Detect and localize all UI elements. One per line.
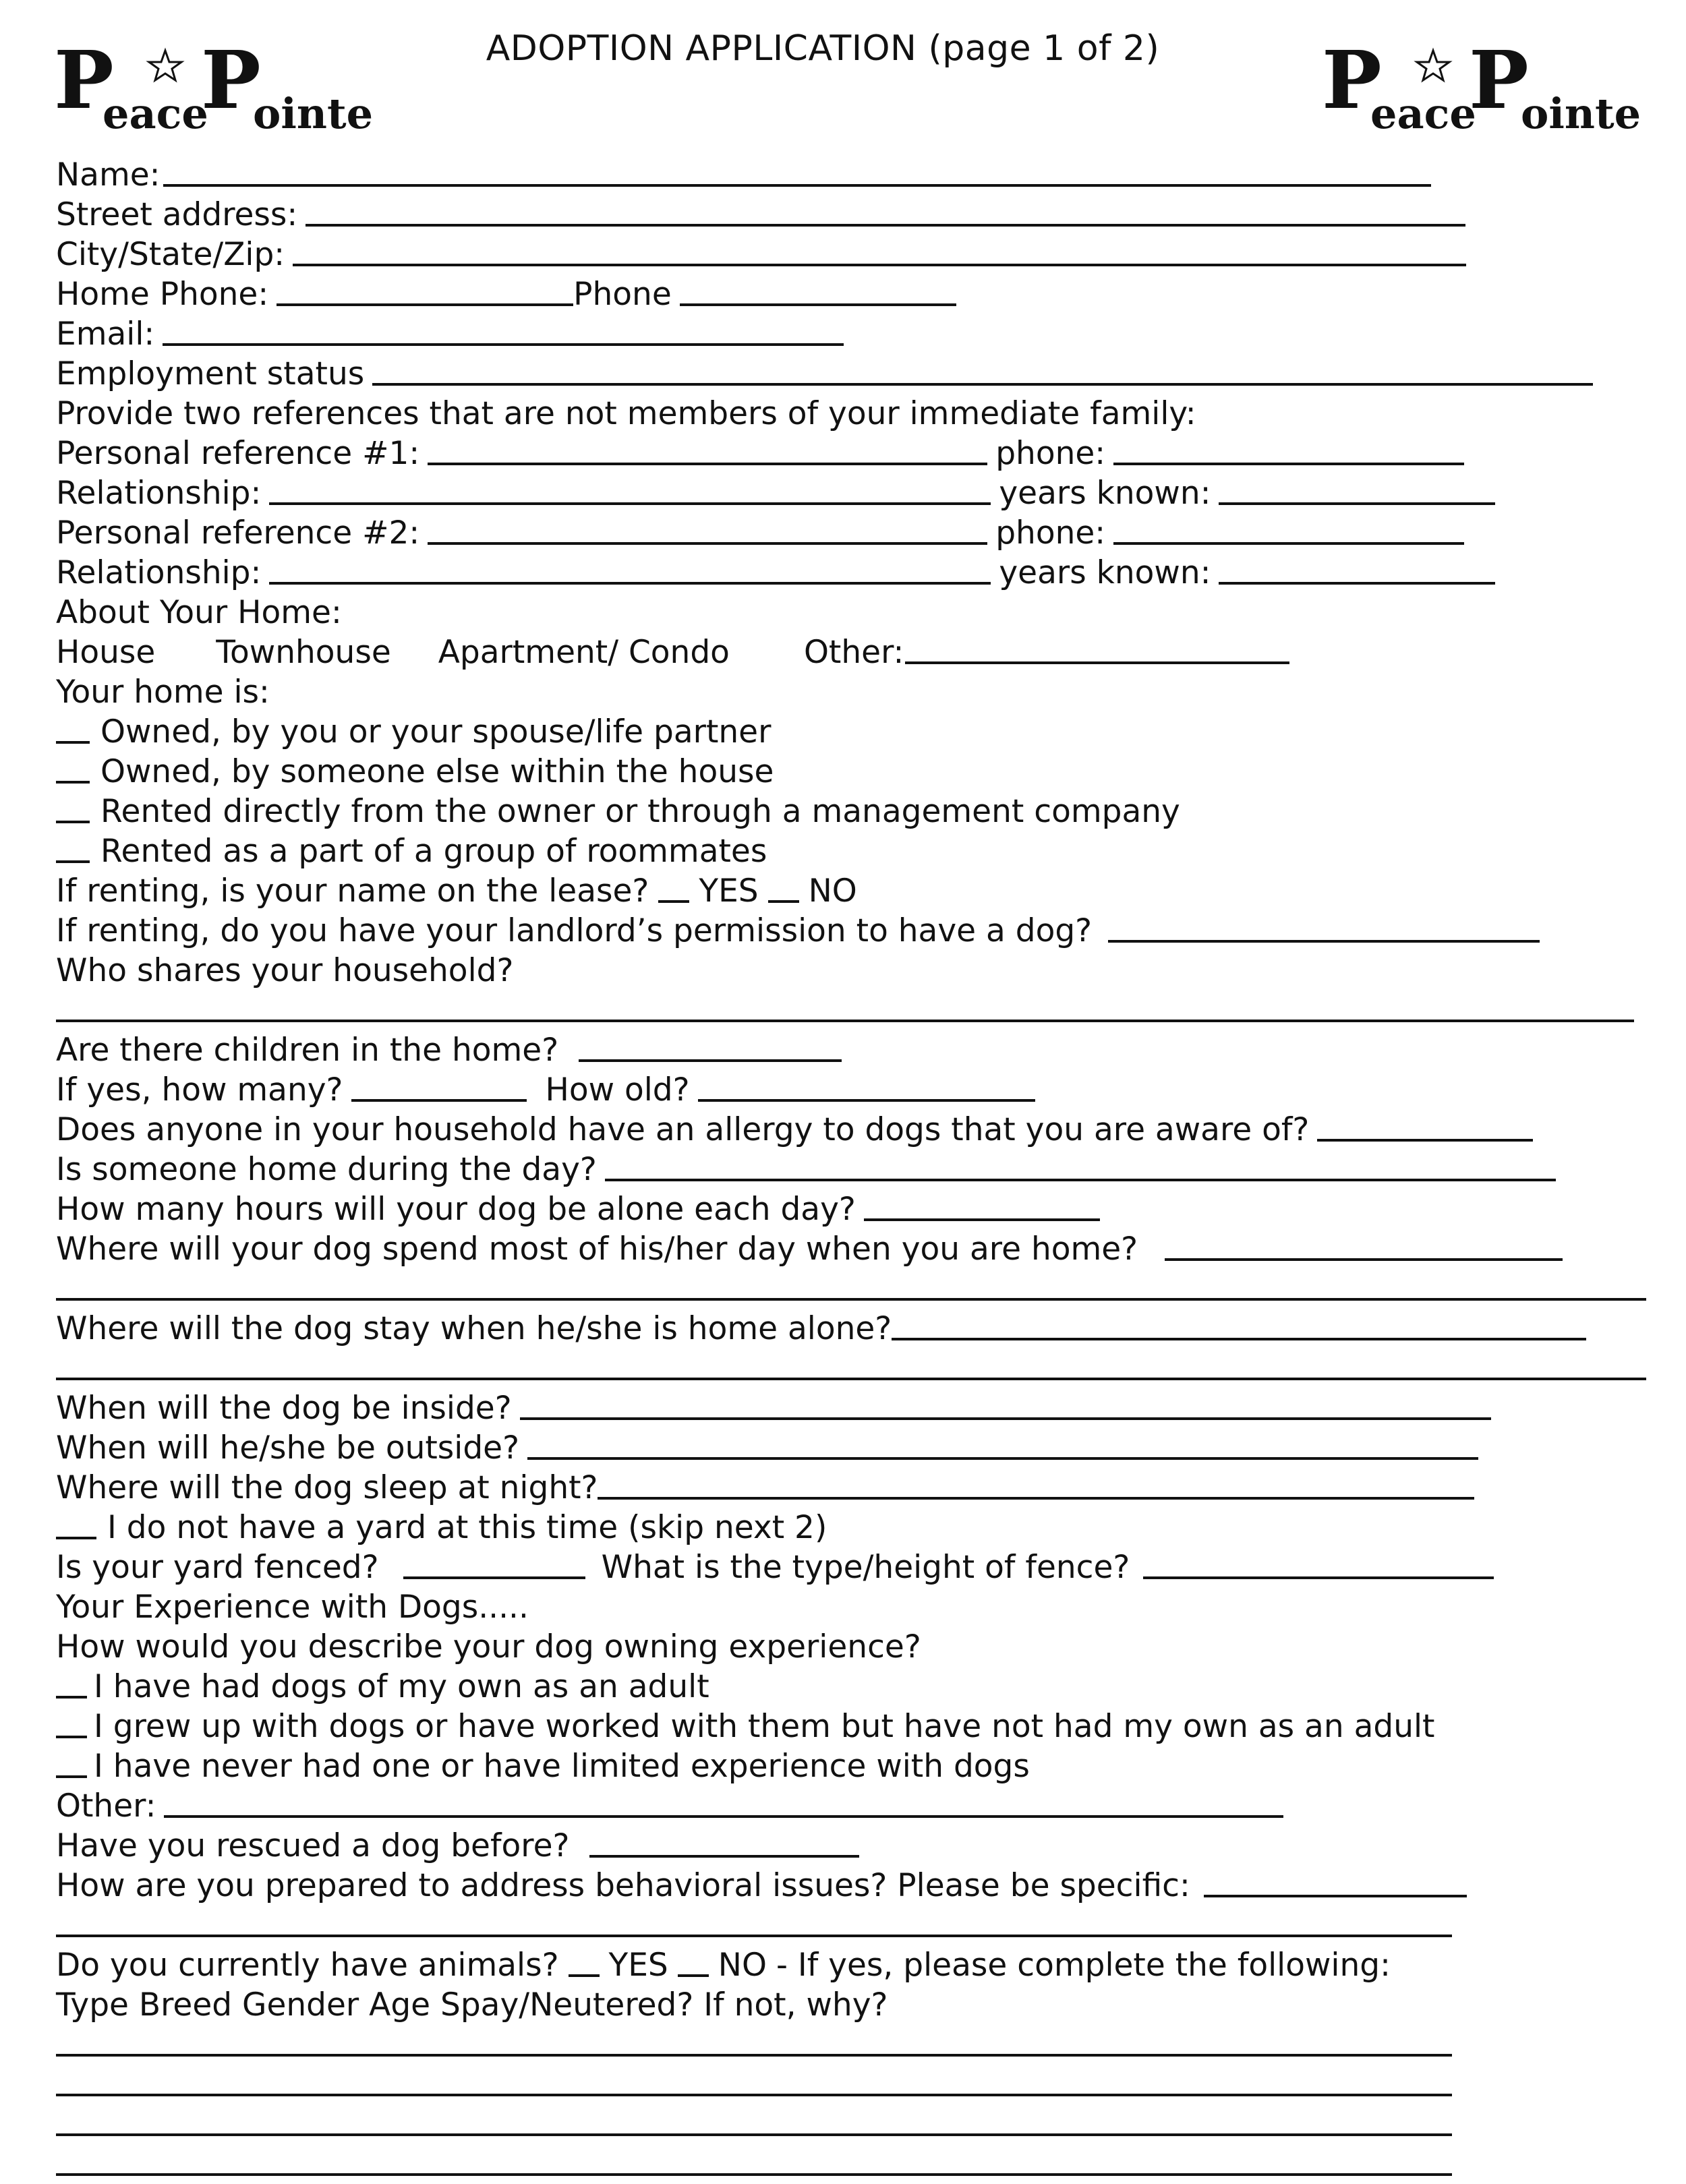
svg-text:P: P [1469, 33, 1529, 127]
describe-question: How would you describe your dog owning experience? [56, 1628, 921, 1665]
about-home-heading: About Your Home: [56, 594, 342, 631]
city-state-zip-field[interactable] [293, 264, 1466, 266]
home-option-label: Rented directly from the owner or through a management company [100, 793, 1180, 830]
no-yard-checkbox[interactable] [56, 1537, 96, 1539]
form-row-rescued [56, 1826, 1654, 1866]
inside-field[interactable] [520, 1417, 1491, 1420]
landlord-permission-field[interactable] [1108, 940, 1540, 943]
hours-alone-field[interactable] [864, 1218, 1100, 1221]
outside-field[interactable] [527, 1457, 1478, 1460]
employment-status-field[interactable] [372, 383, 1593, 386]
peace-pointe-logo-graphic [47, 27, 374, 142]
lease-question: If renting, is your name on the lease? [56, 873, 649, 910]
phone-field[interactable] [680, 303, 956, 306]
form-row-name [56, 155, 1654, 195]
home-type-other-field[interactable] [905, 661, 1289, 664]
home-option-checkbox[interactable] [56, 860, 90, 863]
behavior-question: How are you prepared to address behavioral issues? Please be specific: [56, 1867, 1190, 1904]
stay-alone-answer-field[interactable] [56, 1378, 1646, 1380]
home-option-label: Rented as a part of a group of roommates [100, 833, 767, 870]
home-option-label: Owned, by someone else within the house [100, 753, 774, 790]
form-row-other [56, 1786, 1654, 1826]
peace-pointe-logo-graphic [1315, 27, 1641, 142]
home-option-label: Owned, by you or your spouse/life partner [100, 713, 772, 750]
experience-option-label: I grew up with dogs or have worked with them but have not had my own as an adult [94, 1708, 1435, 1745]
form-row-blank [56, 2025, 1654, 2065]
relationship-label: Relationship: [56, 475, 262, 512]
hours-alone-question: How many hours will your dog be alone each day? [56, 1191, 856, 1228]
form-row-hours-alone [56, 1189, 1654, 1229]
home-type-apartment[interactable]: Apartment/ Condo [438, 634, 730, 671]
form-row-experience-option [56, 1667, 1654, 1707]
ref1-relationship-field[interactable] [269, 502, 991, 505]
experience-option-checkbox[interactable] [56, 1696, 87, 1699]
someone-home-question: Is someone home during the day? [56, 1151, 597, 1188]
page-title: ADOPTION APPLICATION (page 1 of 2) [486, 28, 1160, 69]
animals-no-label: NO [718, 1947, 767, 1984]
experience-option-label: I have had dogs of my own as an adult [94, 1668, 709, 1705]
fence-type-field[interactable] [1143, 1576, 1494, 1579]
form-row-ref2 [56, 513, 1654, 553]
form-row-home-is [56, 672, 1654, 712]
form-row-ref2-relationship [56, 553, 1654, 593]
spend-day-question: Where will your dog spend most of his/her day when you are home? [56, 1231, 1138, 1268]
lease-no-label: NO [808, 873, 857, 910]
form-row-stay-alone [56, 1309, 1654, 1349]
relationship-label: Relationship: [56, 554, 262, 591]
no-yard-label: I do not have a yard at this time (skip next 2) [107, 1509, 827, 1546]
peace-pointe-logo-left [47, 27, 374, 142]
ref1-label: Personal reference #1: [56, 435, 420, 472]
form-row-spend-day [56, 1229, 1654, 1269]
phone-label: Phone [573, 276, 672, 313]
household-question: Who shares your household? [56, 952, 514, 989]
fenced-field[interactable] [403, 1576, 585, 1579]
other-label: Other: [56, 1788, 156, 1825]
references-intro: Provide two references that are not members of your immediate family: [56, 395, 1196, 432]
outside-question: When will he/she be outside? [56, 1429, 520, 1467]
home-type-house[interactable]: House [56, 634, 156, 671]
form-row-household [56, 951, 1654, 991]
home-phone-field[interactable] [277, 303, 573, 306]
form-row-ref1 [56, 434, 1654, 473]
form-row-experience-option [56, 1746, 1654, 1786]
animal-entry-line[interactable] [56, 2173, 1452, 2176]
city-label: City/State/Zip: [56, 236, 285, 273]
street-label: Street address: [56, 196, 298, 233]
ref2-field[interactable] [428, 542, 987, 545]
form-row-how-many [56, 1070, 1654, 1110]
other-experience-field[interactable] [164, 1815, 1283, 1818]
name-label: Name: [56, 156, 161, 194]
inside-question: When will the dog be inside? [56, 1390, 512, 1427]
form-row-blank [56, 2104, 1654, 2144]
form-row-children [56, 1030, 1654, 1070]
svg-text:ointe: ointe [253, 89, 374, 138]
animals-no-checkbox[interactable] [678, 1974, 709, 1977]
spend-day-field[interactable] [1165, 1258, 1563, 1261]
children-field[interactable] [579, 1059, 842, 1062]
allergy-question: Does anyone in your household have an allergy to dogs that you are aware of? [56, 1111, 1310, 1148]
form-row-someone-home [56, 1150, 1654, 1189]
form-row-city [56, 235, 1654, 274]
form-row-fence [56, 1547, 1654, 1587]
ref2-years-known-field[interactable] [1219, 582, 1495, 585]
svg-text:P: P [54, 33, 114, 127]
email-label: Email: [56, 316, 155, 353]
how-many-question: If yes, how many? [56, 1071, 343, 1109]
form-row-experience-option [56, 1707, 1654, 1746]
form-row-lease [56, 871, 1654, 911]
home-option-checkbox[interactable] [56, 821, 90, 823]
form-row-street [56, 195, 1654, 235]
ref1-field[interactable] [428, 463, 987, 465]
peace-pointe-logo-right [1315, 27, 1641, 142]
svg-text:P: P [201, 33, 261, 127]
ref2-relationship-field[interactable] [269, 582, 991, 585]
rescued-field[interactable] [589, 1855, 859, 1858]
form-row-blank [56, 1269, 1654, 1309]
email-field[interactable] [163, 343, 844, 346]
form-row-blank [56, 1906, 1654, 1945]
sleep-field[interactable] [598, 1497, 1474, 1500]
form-row-references-intro [56, 394, 1654, 434]
animal-entry-line[interactable] [56, 2133, 1452, 2136]
experience-option-label: I have never had one or have limited experience with dogs [94, 1748, 1030, 1785]
form-row-blank [56, 2144, 1654, 2184]
svg-text:eace: eace [103, 89, 208, 138]
form-row-allergy [56, 1110, 1654, 1150]
animal-columns-label: Type Breed Gender Age Spay/Neutered? If not, why? [56, 1986, 888, 2024]
form-row-home-heading [56, 593, 1654, 632]
animal-entry-line[interactable] [56, 2054, 1452, 2057]
form-row-blank [56, 991, 1654, 1030]
form-row-blank [56, 1349, 1654, 1388]
sleep-question: Where will the dog sleep at night? [56, 1469, 598, 1506]
how-many-field[interactable] [351, 1099, 527, 1102]
home-phone-label: Home Phone: [56, 276, 269, 313]
form-row-outside [56, 1428, 1654, 1468]
someone-home-field[interactable] [605, 1179, 1556, 1181]
form-row-landlord [56, 911, 1654, 951]
allergy-field[interactable] [1317, 1139, 1533, 1142]
form-row-describe [56, 1627, 1654, 1667]
form-row-experience-heading [56, 1587, 1654, 1627]
form-row-home-types [56, 632, 1654, 672]
behavior-field[interactable] [1204, 1895, 1467, 1897]
how-old-question: How old? [545, 1071, 690, 1109]
form-row-home-option [56, 792, 1654, 831]
form-row-home-option [56, 831, 1654, 871]
form-row-employment [56, 354, 1654, 394]
application-form [56, 155, 1654, 2184]
animals-yes-label: YES [608, 1947, 668, 1984]
form-row-behavior [56, 1866, 1654, 1906]
home-is-label: Your home is: [56, 674, 270, 711]
household-answer-field[interactable] [56, 1020, 1634, 1022]
experience-option-checkbox[interactable] [56, 1736, 87, 1738]
form-row-home-option [56, 752, 1654, 792]
ref2-phone-label: phone: [995, 514, 1106, 552]
home-type-townhouse[interactable]: Townhouse [216, 634, 391, 671]
experience-heading: Your Experience with Dogs..... [56, 1589, 529, 1626]
name-field[interactable] [163, 184, 1431, 187]
home-option-checkbox[interactable] [56, 741, 90, 744]
form-row-animal-columns [56, 1985, 1654, 2025]
ref2-label: Personal reference #2: [56, 514, 420, 552]
spend-day-answer-field[interactable] [56, 1298, 1646, 1301]
form-row-home-option [56, 712, 1654, 752]
behavior-answer-field[interactable] [56, 1935, 1452, 1937]
form-row-sleep [56, 1468, 1654, 1508]
ref1-phone-label: phone: [995, 435, 1106, 472]
years-known-label: years known: [999, 475, 1211, 512]
form-row-no-yard [56, 1508, 1654, 1547]
form-row-phone [56, 274, 1654, 314]
lease-yes-label: YES [699, 873, 759, 910]
ref2-phone-field[interactable] [1113, 542, 1464, 545]
years-known-label: years known: [999, 554, 1211, 591]
street-address-field[interactable] [306, 224, 1465, 227]
experience-option-checkbox[interactable] [56, 1775, 87, 1778]
animal-entry-line[interactable] [56, 2094, 1452, 2096]
current-animals-question: Do you currently have animals? [56, 1947, 559, 1984]
ref1-years-known-field[interactable] [1219, 502, 1495, 505]
form-row-current-animals [56, 1945, 1654, 1985]
home-option-checkbox[interactable] [56, 781, 90, 784]
children-question: Are there children in the home? [56, 1032, 559, 1069]
animals-instruction: - If yes, please complete the following: [776, 1947, 1391, 1984]
animals-yes-checkbox[interactable] [569, 1974, 600, 1977]
form-row-inside [56, 1388, 1654, 1428]
svg-text:eace: eace [1370, 89, 1476, 138]
employment-label: Employment status [56, 355, 365, 392]
form-row-blank [56, 2065, 1654, 2104]
fence-type-question: What is the type/height of fence? [601, 1549, 1130, 1586]
form-row-email [56, 314, 1654, 354]
how-old-field[interactable] [698, 1099, 1035, 1102]
stay-alone-field[interactable] [892, 1338, 1586, 1340]
lease-yes-checkbox[interactable] [658, 900, 689, 903]
rescued-question: Have you rescued a dog before? [56, 1827, 570, 1864]
stay-alone-question: Where will the dog stay when he/she is home alone? [56, 1310, 892, 1347]
form-row-ref1-relationship [56, 473, 1654, 513]
lease-no-checkbox[interactable] [768, 900, 799, 903]
svg-text:ointe: ointe [1521, 89, 1641, 138]
fenced-question: Is your yard fenced? [56, 1549, 379, 1586]
landlord-question: If renting, do you have your landlord’s permission to have a dog? [56, 912, 1093, 949]
home-type-other[interactable]: Other: [803, 634, 904, 671]
ref1-phone-field[interactable] [1113, 463, 1464, 465]
svg-text:P: P [1322, 33, 1382, 127]
